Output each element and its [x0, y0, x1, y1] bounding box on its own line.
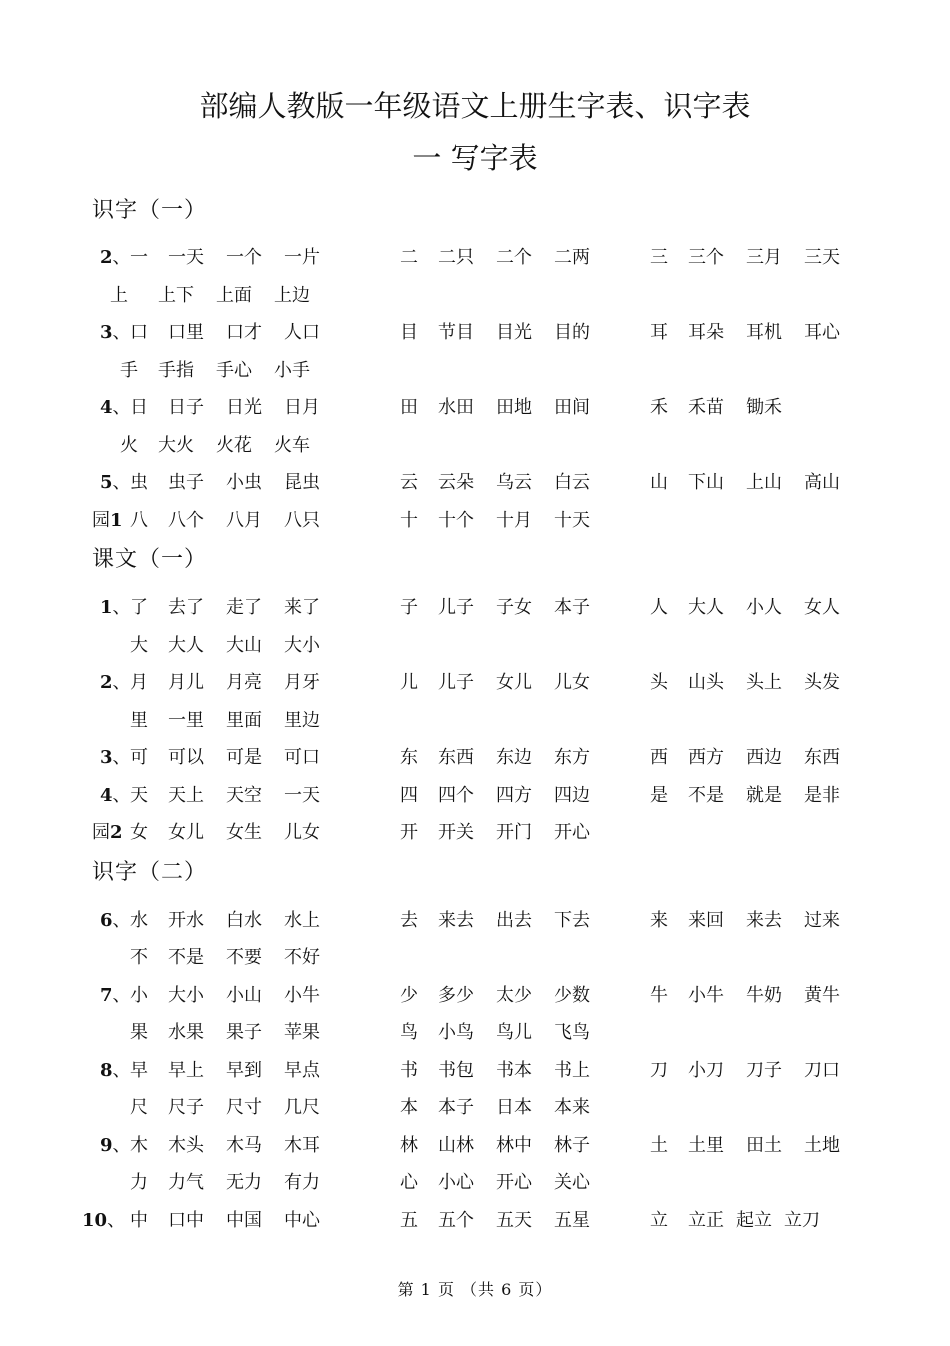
word: 大小 — [284, 635, 320, 656]
character: 书 — [400, 1060, 418, 1081]
character: 月 — [130, 672, 148, 693]
character: 鸟 — [400, 1022, 418, 1043]
character: 云 — [400, 472, 418, 493]
word: 八月 — [226, 510, 262, 531]
lesson-number: 3、 — [100, 747, 131, 768]
lesson-number: 4、 — [100, 397, 131, 418]
section-heading: 识字（二） — [92, 860, 208, 885]
word: 可是 — [226, 747, 262, 768]
word-row — [0, 1016, 950, 1050]
word: 耳心 — [804, 322, 840, 343]
word: 虫子 — [168, 472, 204, 493]
word: 二只 — [438, 247, 474, 268]
word: 开心 — [496, 1172, 532, 1193]
word: 不是 — [688, 785, 724, 806]
word: 小山 — [226, 985, 262, 1006]
word: 来去 — [438, 910, 474, 931]
word: 四个 — [438, 785, 474, 806]
character: 林 — [400, 1135, 418, 1156]
word: 天上 — [168, 785, 204, 806]
character: 五 — [400, 1210, 418, 1231]
word-row — [0, 1054, 950, 1088]
word-row — [0, 316, 950, 350]
word: 来了 — [284, 597, 320, 618]
word: 西边 — [746, 747, 782, 768]
word: 去了 — [168, 597, 204, 618]
word: 小刀 — [688, 1060, 724, 1081]
word: 苹果 — [284, 1022, 320, 1043]
character: 了 — [130, 597, 148, 618]
word: 下山 — [688, 472, 724, 493]
word: 白云 — [554, 472, 590, 493]
word: 东西 — [804, 747, 840, 768]
word-row — [0, 391, 950, 425]
word: 头发 — [804, 672, 840, 693]
word: 女儿 — [168, 822, 204, 843]
word: 锄禾 — [746, 397, 782, 418]
character: 去 — [400, 910, 418, 931]
character: 来 — [650, 910, 668, 931]
word: 八只 — [284, 510, 320, 531]
word-row — [0, 1091, 950, 1125]
word: 开门 — [496, 822, 532, 843]
character: 水 — [130, 910, 148, 931]
word: 乌云 — [496, 472, 532, 493]
word: 不要 — [226, 947, 262, 968]
word: 儿子 — [438, 597, 474, 618]
word: 来回 — [688, 910, 724, 931]
character: 子 — [400, 597, 418, 618]
character: 可 — [130, 747, 148, 768]
word: 耳朵 — [688, 322, 724, 343]
character: 土 — [650, 1135, 668, 1156]
word: 中国 — [226, 1210, 262, 1231]
word-row — [0, 429, 950, 463]
word: 开关 — [438, 822, 474, 843]
word: 火花 — [216, 435, 252, 456]
word: 女儿 — [496, 672, 532, 693]
lesson-number: 园1 — [92, 510, 123, 531]
character: 早 — [130, 1060, 148, 1081]
word: 上下 — [158, 285, 194, 306]
character: 火 — [120, 435, 138, 456]
word: 少数 — [554, 985, 590, 1006]
page-title: 部编人教版一年级语文上册生字表、识字表 — [199, 89, 751, 123]
word: 中心 — [284, 1210, 320, 1231]
character: 目 — [400, 322, 418, 343]
word: 小虫 — [226, 472, 262, 493]
character: 手 — [120, 360, 138, 381]
word: 小心 — [438, 1172, 474, 1193]
word: 起立 — [736, 1210, 772, 1231]
word: 手指 — [158, 360, 194, 381]
word: 一个 — [226, 247, 262, 268]
word: 大人 — [688, 597, 724, 618]
lesson-number: 6、 — [100, 910, 131, 931]
page-footer: 第 1 页 （共 6 页） — [397, 1280, 553, 1299]
word-row — [0, 504, 950, 538]
word-row — [0, 629, 950, 663]
character: 木 — [130, 1135, 148, 1156]
word: 小人 — [746, 597, 782, 618]
word: 上面 — [216, 285, 252, 306]
word: 西方 — [688, 747, 724, 768]
word: 走了 — [226, 597, 262, 618]
character: 刀 — [650, 1060, 668, 1081]
word: 可口 — [284, 747, 320, 768]
character: 口 — [130, 322, 148, 343]
word: 力气 — [168, 1172, 204, 1193]
character: 本 — [400, 1097, 418, 1118]
word: 早点 — [284, 1060, 320, 1081]
character: 开 — [400, 822, 418, 843]
lesson-number: 7、 — [100, 985, 131, 1006]
word: 小手 — [274, 360, 310, 381]
character: 尺 — [130, 1097, 148, 1118]
lesson-number: 2、 — [100, 672, 131, 693]
word: 小牛 — [688, 985, 724, 1006]
word: 林子 — [554, 1135, 590, 1156]
word: 下去 — [554, 910, 590, 931]
character: 心 — [400, 1172, 418, 1193]
word: 立正 — [688, 1210, 724, 1231]
character: 四 — [400, 785, 418, 806]
word: 月牙 — [284, 672, 320, 693]
lesson-number: 8、 — [100, 1060, 131, 1081]
section-heading: 课文（一） — [92, 547, 208, 572]
word: 月亮 — [226, 672, 262, 693]
character: 二 — [400, 247, 418, 268]
word: 可以 — [168, 747, 204, 768]
word: 刀口 — [804, 1060, 840, 1081]
word: 里面 — [226, 710, 262, 731]
word: 本子 — [554, 597, 590, 618]
word: 日本 — [496, 1097, 532, 1118]
word: 木耳 — [284, 1135, 320, 1156]
word-row — [0, 1204, 950, 1238]
word: 出去 — [496, 910, 532, 931]
word: 土里 — [688, 1135, 724, 1156]
word: 大山 — [226, 635, 262, 656]
word: 日子 — [168, 397, 204, 418]
word: 田地 — [496, 397, 532, 418]
word: 云朵 — [438, 472, 474, 493]
character: 少 — [400, 985, 418, 1006]
word-row — [0, 241, 950, 275]
character: 果 — [130, 1022, 148, 1043]
word: 大人 — [168, 635, 204, 656]
word: 书包 — [438, 1060, 474, 1081]
word: 二个 — [496, 247, 532, 268]
character: 禾 — [650, 397, 668, 418]
word: 一天 — [168, 247, 204, 268]
character: 虫 — [130, 472, 148, 493]
word: 八个 — [168, 510, 204, 531]
word: 口中 — [168, 1210, 204, 1231]
character: 力 — [130, 1172, 148, 1193]
character: 山 — [650, 472, 668, 493]
character: 儿 — [400, 672, 418, 693]
word: 多少 — [438, 985, 474, 1006]
word: 早到 — [226, 1060, 262, 1081]
word: 书上 — [554, 1060, 590, 1081]
word-row — [0, 1129, 950, 1163]
word-row — [0, 466, 950, 500]
word: 太少 — [496, 985, 532, 1006]
word: 日光 — [226, 397, 262, 418]
character: 女 — [130, 822, 148, 843]
word: 刀子 — [746, 1060, 782, 1081]
lesson-number: 5、 — [100, 472, 131, 493]
page-subtitle: 一 写字表 — [412, 141, 538, 175]
word: 手心 — [216, 360, 252, 381]
word-row — [0, 816, 950, 850]
word: 水果 — [168, 1022, 204, 1043]
word: 禾苗 — [688, 397, 724, 418]
word: 水田 — [438, 397, 474, 418]
character: 八 — [130, 510, 148, 531]
character: 三 — [650, 247, 668, 268]
word: 三天 — [804, 247, 840, 268]
lesson-number: 4、 — [100, 785, 131, 806]
word: 二两 — [554, 247, 590, 268]
word-row — [0, 979, 950, 1013]
character: 田 — [400, 397, 418, 418]
lesson-number: 9、 — [100, 1135, 131, 1156]
word: 尺子 — [168, 1097, 204, 1118]
word: 白水 — [226, 910, 262, 931]
word: 四方 — [496, 785, 532, 806]
word: 日月 — [284, 397, 320, 418]
word: 木马 — [226, 1135, 262, 1156]
word: 火车 — [274, 435, 310, 456]
character: 头 — [650, 672, 668, 693]
word: 小鸟 — [438, 1022, 474, 1043]
character: 日 — [130, 397, 148, 418]
word: 山林 — [438, 1135, 474, 1156]
lesson-number: 3、 — [100, 322, 131, 343]
word: 三个 — [688, 247, 724, 268]
word-row — [0, 279, 950, 313]
word-row — [0, 591, 950, 625]
word: 女生 — [226, 822, 262, 843]
lesson-number: 2、 — [100, 247, 131, 268]
character: 上 — [110, 285, 128, 306]
character: 不 — [130, 947, 148, 968]
word: 早上 — [168, 1060, 204, 1081]
word: 本子 — [438, 1097, 474, 1118]
word: 飞鸟 — [554, 1022, 590, 1043]
word: 四边 — [554, 785, 590, 806]
word: 昆虫 — [284, 472, 320, 493]
word: 关心 — [554, 1172, 590, 1193]
word: 耳机 — [746, 322, 782, 343]
word: 小牛 — [284, 985, 320, 1006]
word: 里边 — [284, 710, 320, 731]
character: 里 — [130, 710, 148, 731]
word: 山头 — [688, 672, 724, 693]
word-row — [0, 779, 950, 813]
word: 一天 — [284, 785, 320, 806]
word: 头上 — [746, 672, 782, 693]
lesson-number: 园2 — [92, 822, 123, 843]
word: 大火 — [158, 435, 194, 456]
word: 口才 — [226, 322, 262, 343]
word: 女人 — [804, 597, 840, 618]
character: 人 — [650, 597, 668, 618]
lesson-number: 10、 — [82, 1210, 126, 1231]
word: 来去 — [746, 910, 782, 931]
word: 东方 — [554, 747, 590, 768]
word-row — [0, 354, 950, 388]
word: 林中 — [496, 1135, 532, 1156]
word: 上山 — [746, 472, 782, 493]
character: 大 — [130, 635, 148, 656]
word: 儿女 — [284, 822, 320, 843]
character: 中 — [130, 1210, 148, 1231]
word-row — [0, 704, 950, 738]
word: 五天 — [496, 1210, 532, 1231]
word-row — [0, 1166, 950, 1200]
word: 五星 — [554, 1210, 590, 1231]
word: 目光 — [496, 322, 532, 343]
word: 无力 — [226, 1172, 262, 1193]
character: 西 — [650, 747, 668, 768]
word-row — [0, 904, 950, 938]
character: 立 — [650, 1210, 668, 1231]
word: 立刀 — [784, 1210, 820, 1231]
character: 小 — [130, 985, 148, 1006]
word-row — [0, 941, 950, 975]
character: 耳 — [650, 322, 668, 343]
word: 是非 — [804, 785, 840, 806]
character: 牛 — [650, 985, 668, 1006]
word: 月儿 — [168, 672, 204, 693]
word: 就是 — [746, 785, 782, 806]
word: 田间 — [554, 397, 590, 418]
character: 东 — [400, 747, 418, 768]
word: 十个 — [438, 510, 474, 531]
word: 田土 — [746, 1135, 782, 1156]
word: 东西 — [438, 747, 474, 768]
word: 不好 — [284, 947, 320, 968]
word: 黄牛 — [804, 985, 840, 1006]
word: 本来 — [554, 1097, 590, 1118]
word: 目的 — [554, 322, 590, 343]
word: 木头 — [168, 1135, 204, 1156]
word-row — [0, 666, 950, 700]
word: 十天 — [554, 510, 590, 531]
word: 上边 — [274, 285, 310, 306]
word: 开水 — [168, 910, 204, 931]
word: 开心 — [554, 822, 590, 843]
word: 天空 — [226, 785, 262, 806]
word: 十月 — [496, 510, 532, 531]
word: 东边 — [496, 747, 532, 768]
word: 一片 — [284, 247, 320, 268]
word: 儿女 — [554, 672, 590, 693]
character: 一 — [130, 247, 148, 268]
character: 是 — [650, 785, 668, 806]
word: 不是 — [168, 947, 204, 968]
word-row — [0, 741, 950, 775]
lesson-number: 1、 — [100, 597, 131, 618]
word: 五个 — [438, 1210, 474, 1231]
word: 儿子 — [438, 672, 474, 693]
word: 大小 — [168, 985, 204, 1006]
word: 口里 — [168, 322, 204, 343]
word: 节目 — [438, 322, 474, 343]
word: 几尺 — [284, 1097, 320, 1118]
character: 天 — [130, 785, 148, 806]
word: 土地 — [804, 1135, 840, 1156]
word: 水上 — [284, 910, 320, 931]
word: 过来 — [804, 910, 840, 931]
word: 一里 — [168, 710, 204, 731]
word: 牛奶 — [746, 985, 782, 1006]
word: 三月 — [746, 247, 782, 268]
word: 鸟儿 — [496, 1022, 532, 1043]
word: 书本 — [496, 1060, 532, 1081]
section-heading: 识字（一） — [92, 198, 208, 223]
character: 十 — [400, 510, 418, 531]
word: 果子 — [226, 1022, 262, 1043]
word: 尺寸 — [226, 1097, 262, 1118]
word: 子女 — [496, 597, 532, 618]
word: 人口 — [284, 322, 320, 343]
word: 有力 — [284, 1172, 320, 1193]
word: 高山 — [804, 472, 840, 493]
